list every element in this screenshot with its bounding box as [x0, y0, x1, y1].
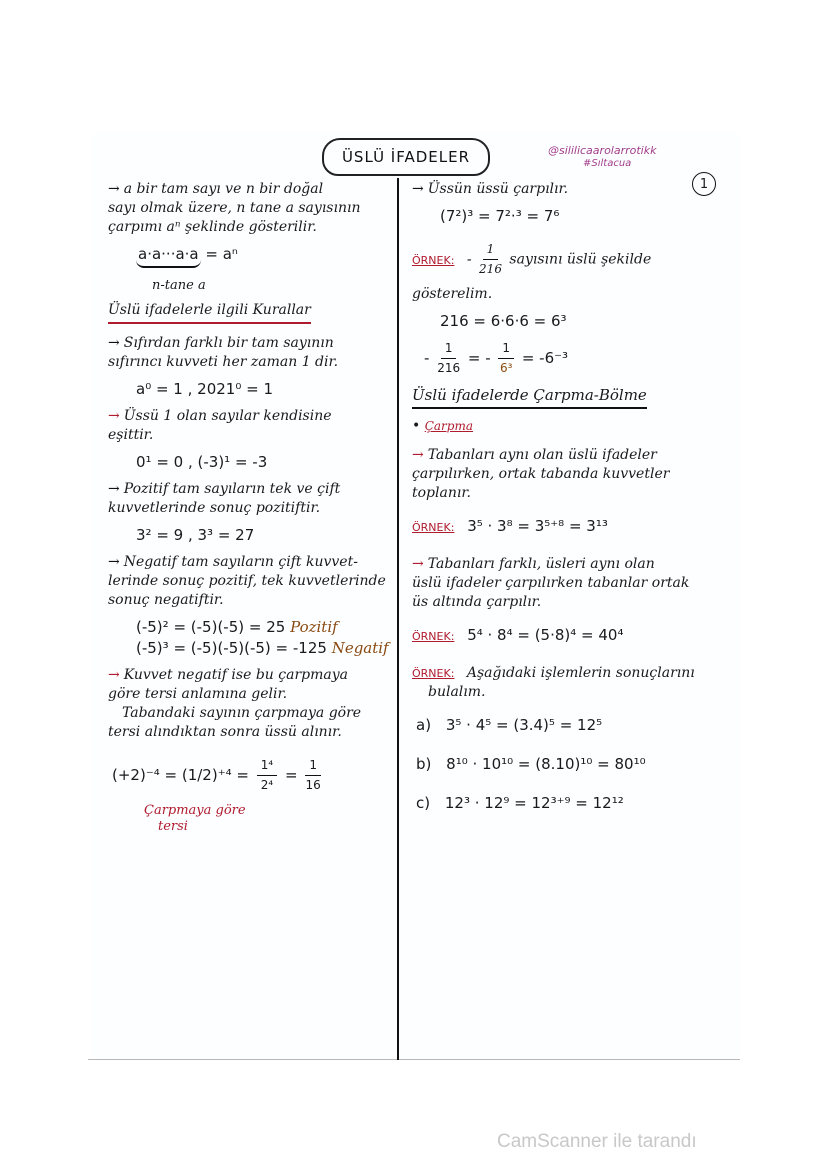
positive-tag: Pozitif: [290, 618, 338, 636]
rule-example: (7²)³ = 7²·³ = 7⁶: [440, 207, 560, 225]
numerator: 1: [498, 339, 514, 359]
intro-paragraph: [108, 180, 393, 237]
example-expr: 3⁵ · 3⁸ = 3⁵⁺⁸ = 3¹³: [467, 517, 608, 535]
numerator: 1: [483, 240, 499, 260]
same-base-rule: [412, 446, 732, 537]
minus-sign: -: [424, 349, 430, 367]
rule-text: Kuvvet negatif ise bu çarpmaya: [123, 667, 348, 683]
rule-positive: [108, 480, 393, 545]
rule-text: Tabanları aynı olan üslü ifadeler: [427, 447, 657, 463]
arrow-icon: →: [108, 181, 120, 197]
definition-formula: [136, 245, 393, 268]
item-label: c): [416, 794, 431, 812]
intro-line: sayı olmak üzere, n tane a sayısının: [108, 200, 361, 216]
exercise-item: [416, 755, 732, 774]
rule-text: üs altında çarpılır.: [412, 594, 542, 610]
item-expr: 12³ · 12⁹ = 12³⁺⁹ = 12¹²: [444, 794, 624, 812]
rule-text: toplanır.: [412, 485, 471, 501]
note-line: Çarpmaya göre: [144, 803, 246, 818]
author-handle: @sililicaarolarrotikk: [548, 144, 657, 157]
rule-text: Pozitif tam sayıların tek ve çift: [123, 481, 341, 497]
denominator: 6³: [500, 361, 513, 375]
exercise-item: [416, 794, 732, 813]
rule-text: sonuç negatiftir.: [108, 592, 224, 608]
power-of-power: [412, 180, 732, 226]
rule-example-even: [136, 618, 393, 637]
fraction: [498, 339, 514, 378]
rule-example: a⁰ = 1 , 2021⁰ = 1: [136, 380, 273, 398]
note-line: tersi: [158, 819, 188, 834]
denominator: 216: [437, 361, 461, 375]
rule-text: Üssün üssü çarpılır.: [427, 181, 569, 197]
mult-div-heading: Üslü ifadelerde Çarpma-Bölme: [412, 386, 647, 409]
numerator: 1⁴: [257, 756, 277, 776]
arrow-icon: →: [412, 556, 424, 572]
example-step: [424, 339, 732, 378]
definition-result: = aⁿ: [205, 245, 238, 263]
example-expr: 5⁴ · 8⁴ = (5·8)⁴ = 40⁴: [467, 626, 624, 644]
example-label: ÖRNEK:: [412, 667, 455, 680]
numerator: 1: [441, 339, 457, 359]
arrow-icon: →: [108, 408, 120, 424]
fraction: [257, 756, 277, 795]
left-column: [108, 180, 393, 839]
example-prompt: gösterelim.: [412, 286, 493, 302]
fraction: [479, 240, 502, 279]
numerator: 1: [305, 756, 321, 776]
rule-negative: [108, 553, 393, 658]
example-prompt: sayısını üslü şekilde: [509, 251, 652, 268]
same-exponent-example: [412, 626, 732, 646]
definition-label: n-tane a: [152, 278, 206, 293]
item-label: a): [416, 716, 432, 734]
rule-text: Sıfırdan farklı bir tam sayının: [123, 335, 334, 351]
example-1: ÖRNEK: - $\frac{1}{216}$ sayısını üslü şekilde gösterelim. 216 = 6·6·6 = 6³ - $\frac{1}{216}$ = - $\frac{1}{\text{6³}}$ = -6⁻³: [412, 240, 732, 378]
reciprocal-note: [144, 803, 393, 835]
same-exponent-rule: [412, 555, 732, 646]
exercise-prompt: bulalım.: [428, 684, 486, 700]
rule-text: Tabandaki sayının çarpmaya göre: [122, 705, 362, 721]
fraction: [437, 339, 460, 378]
scanner-watermark: CamScanner ile tarandı: [497, 1131, 697, 1152]
intro-line: çarpımı aⁿ şeklinde gösterilir.: [108, 219, 317, 235]
rule-example: 3² = 9 , 3³ = 27: [136, 526, 255, 544]
rule-zero: [108, 334, 393, 399]
page-title: ÜSLÜ İFADELER: [322, 138, 490, 176]
rule-text: tersi alındıktan sonra üssü alınır.: [108, 724, 342, 740]
item-expr: 8¹⁰ · 10¹⁰ = (8.10)¹⁰ = 80¹⁰: [446, 755, 646, 773]
right-column: → Üssün üssü çarpılır. (7²)³ = 7²·³ = 7⁶ ÖRNEK: - $\frac{1}{216}$ sayısını üslü şekilde gösterelim. 216 = 6·6·6 = 6³ - $\frac{1}{216}$ = - $\frac{1}{\text{6³}}$ = -6⁻³ Üslü ifadelerde Çarpma-Bölme • Çarpma → Tabanları aynı olan üslü ifadeler çarpılırken, ortak tabanda kuvvetler toplanır. ÖRNEK: 3⁵ · 3⁸ = 3⁵⁺⁸ = 3¹³ → Tabanları farklı, üsleri aynı olan üslü ifadeler çarpılırken tabanlar ortak üs altında çarpılır. ÖRNEK: 5⁴ · 8⁴ = (5·8)⁴ = 40⁴ ÖRNEK: Aşağıdaki işlemlerin sonuçlarını bulalım. a) 3⁵ · 4⁵ = (3.4)⁵ = 12⁵ b) 8¹⁰ · 10¹⁰ = (8.10)¹⁰ = 80¹⁰ c) 12³ · 12⁹ = 12³⁺⁹ = 12¹²: [412, 180, 732, 821]
definition-product: a·a···a·a: [136, 245, 201, 268]
rules-heading: Üslü ifadelerle ilgili Kurallar: [108, 301, 311, 324]
author-hashtag: #Sıltacua: [583, 158, 632, 169]
example-label: ÖRNEK:: [412, 630, 455, 643]
example-expr: (+2)⁻⁴ = (1/2)⁺⁴ =: [112, 766, 249, 784]
page-bottom-rule: [88, 1059, 740, 1060]
result: = -6⁻³: [521, 349, 569, 367]
rule-text: çarpılırken, ortak tabanda kuvvetler: [412, 466, 670, 482]
arrow-icon: →: [108, 335, 120, 351]
negative-tag: Negatif: [331, 639, 389, 657]
denominator: 16: [305, 778, 321, 792]
rule-text: kuvvetlerinde sonuç pozitiftir.: [108, 500, 321, 516]
rule-text: Tabanları farklı, üsleri aynı olan: [427, 556, 655, 572]
denominator: 216: [479, 262, 502, 276]
negative-exponent-example: (+2)⁻⁴ = (1/2)⁺⁴ = $\frac{\text{1⁴}}{\text{2⁴}}$ = $\frac{1}{16}$: [112, 756, 393, 795]
column-divider: [397, 178, 399, 1060]
rule-text: sıfırıncı kuvveti her zaman 1 dir.: [108, 354, 339, 370]
rule-example: 0¹ = 0 , (-3)¹ = -3: [136, 453, 268, 471]
arrow-icon: →: [108, 554, 120, 570]
arrow-icon: →: [108, 481, 120, 497]
rule-text: Üssü 1 olan sayılar kendisine: [123, 408, 332, 424]
example-label: ÖRNEK:: [412, 521, 455, 534]
denominator: 2⁴: [260, 778, 274, 792]
exercise-prompt: Aşağıdaki işlemlerin sonuçlarını: [466, 665, 695, 681]
rule-text: üslü ifadeler çarpılırken tabanlar ortak: [412, 575, 690, 591]
rule-negative-exponent: [108, 666, 393, 835]
fraction: [305, 756, 321, 795]
exercise: [412, 664, 732, 813]
example-label: ÖRNEK:: [412, 253, 455, 267]
page-number-badge: 1: [692, 172, 716, 196]
arrow-icon: →: [412, 181, 424, 197]
rule-one: [108, 407, 393, 472]
rule-text: göre tersi anlamına gelir.: [108, 686, 288, 702]
same-base-example: [412, 517, 732, 537]
rule-text: lerinde sonuç pozitif, tek kuvvetlerinde: [108, 573, 386, 589]
example-step: 216 = 6·6·6 = 6³: [440, 312, 567, 330]
example-expr: (-5)² = (-5)(-5) = 25: [136, 618, 286, 636]
exercise-item: [416, 716, 732, 735]
item-expr: 3⁵ · 4⁵ = (3.4)⁵ = 12⁵: [445, 716, 603, 734]
rule-text: eşittir.: [108, 427, 154, 443]
equals: = -: [467, 349, 491, 367]
arrow-icon: →: [412, 447, 424, 463]
rule-text: Negatif tam sayıların çift kuvvet-: [123, 554, 358, 570]
rule-example-odd: [136, 639, 393, 658]
intro-line: a bir tam sayı ve n bir doğal: [123, 181, 324, 197]
item-label: b): [416, 755, 432, 773]
example-expr: (-5)³ = (-5)(-5)(-5) = -125: [136, 639, 327, 657]
multiplication-subheading: Çarpma: [424, 419, 474, 433]
arrow-icon: →: [108, 667, 120, 683]
